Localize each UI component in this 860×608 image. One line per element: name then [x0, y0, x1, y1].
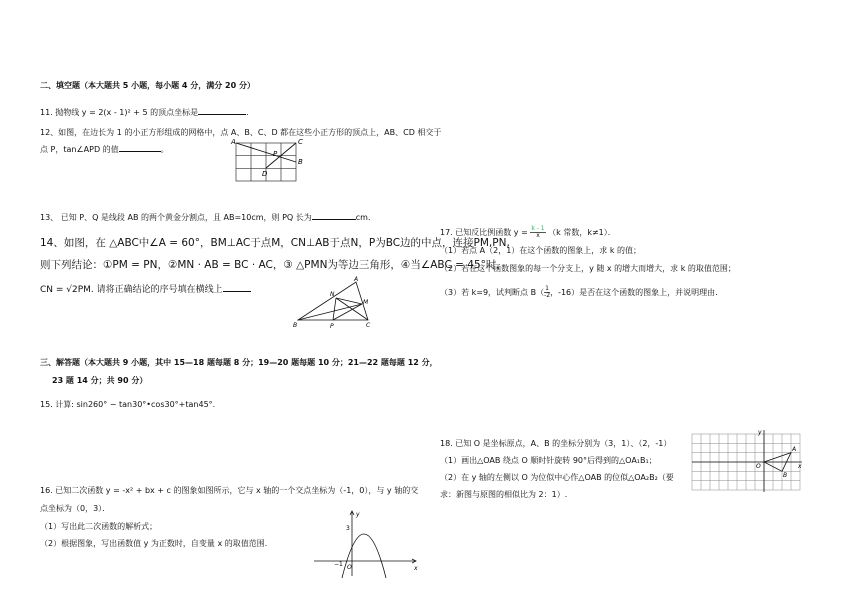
- q17-fraction: [530, 226, 545, 239]
- question-13: [40, 211, 376, 223]
- q18-sub1: （1）画出△OAB 绕点 O 顺时针旋转 90°后得到的△OA₁B₁；: [440, 456, 657, 465]
- label-o: O: [756, 463, 761, 470]
- q17-sub1: （1）若点 A（2，1）在这个函数的图象上，求 k 的值；: [440, 246, 642, 255]
- q14-line1: 14、如图，在 △ABC中∠A = 60°，BM⊥AC于点M，CN⊥AB于点N，P为BC边的中点，连接PM,PN,: [40, 237, 510, 249]
- label-y: y: [758, 429, 762, 436]
- q17-frac-num: k - 1: [531, 225, 545, 232]
- q14-triangle-figure: [290, 276, 376, 330]
- label-a: A: [792, 446, 797, 453]
- label-b: B: [783, 472, 788, 479]
- q11-tail: ．: [246, 108, 255, 117]
- q12-answer-blank: [119, 143, 161, 152]
- q16-sub2: （2）根据图象，写出函数值 y 为正数时，自变量 x 的取值范围.: [40, 539, 268, 548]
- label-c: C: [298, 138, 303, 146]
- q17-frac-den: x: [536, 232, 540, 239]
- question-12-line2: [40, 143, 169, 155]
- section3-heading-line1: 三、解答题（本大题共 9 小题，其中 15—18 题每题 8 分；19—20 题每题 10 分；21—22 题每题 12 分，: [40, 358, 438, 367]
- question-17-lead: [440, 226, 616, 239]
- q12-tail: 。: [160, 145, 169, 154]
- question-17-sub3: [440, 286, 718, 299]
- label-c: C: [366, 322, 371, 329]
- q18-coordinate-grid: [688, 428, 804, 494]
- section2-heading: 二、填空题（本大题共 5 小题，每小题 4 分，满分 20 分）: [40, 81, 255, 90]
- label-3: 3: [346, 525, 350, 532]
- label-neg1: −1: [334, 561, 343, 568]
- label-n: N: [330, 291, 335, 298]
- q15-text: 15. 计算: sin260° − tan30°•cos30°+tan45°.: [40, 400, 216, 409]
- q18-sub2b: 求：新图与原图的相似比为 2：1）.: [440, 490, 568, 499]
- label-y: y: [356, 511, 360, 518]
- q13-answer-blank: [312, 211, 356, 220]
- q16-line2: 点坐标为（0，3）．: [40, 504, 111, 513]
- q14-line3: CN = √2PM. 请将正确结论的序号填在横线上: [40, 285, 223, 295]
- q11-text: 11. 抛物线 y = 2(x - 1)² + 5 的顶点坐标是: [40, 108, 199, 117]
- q17-lead: 17. 已知反比例函数 y =: [440, 228, 528, 237]
- q17-sub3-den: -2: [544, 292, 551, 299]
- parabola-curve: [342, 534, 386, 578]
- label-d: D: [262, 170, 268, 178]
- q14-line2: 则下列结论：①PM = PN，②MN · AB = BC · AC，③ △PMN为等边三角形，④当∠ABC = 45°时，: [40, 259, 507, 271]
- question-11: [40, 106, 254, 118]
- q12-line1: 12、如图，在边长为 1 的小正方形组成的网格中，点 A、B、C、D 都在这些小正方形的顶点上，AB、CD 相交于: [40, 128, 442, 137]
- label-p: P: [273, 150, 278, 158]
- q17-tail: （k 常数，k≠1）．: [548, 228, 616, 237]
- q18-sub2a: （2）在 y 轴的左侧以 O 为位似中心作△OAB 的位似△OA₂B₂（要: [440, 473, 674, 482]
- label-p: P: [330, 323, 334, 330]
- label-o: O: [347, 564, 352, 571]
- q14-answer-blank: [223, 283, 251, 292]
- label-b: B: [298, 158, 303, 166]
- q17-sub3b: ，-16）是否在这个函数的图象上，并说明理由.: [550, 288, 718, 297]
- triangle-abc: [298, 282, 368, 320]
- label-x: x: [798, 463, 802, 470]
- q16-line1: 16. 已知二次函数 y = -x² + bx + c 的图象如图所示，它与 x 轴的一个交点坐标为（-1，0），与 y 轴的交: [40, 486, 419, 495]
- q11-answer-blank: [198, 106, 246, 115]
- section3-heading-line2: 23 题 14 分；共 90 分）: [52, 376, 148, 385]
- q16-parabola-graph: [312, 508, 422, 578]
- q17-sub2: （2）若在这个函数图象的每一个分支上，y 随 x 的增大而增大，求 k 的取值范围；: [440, 264, 736, 273]
- q12-line2: 点 P，tan∠APD 的值: [40, 145, 119, 154]
- q16-sub1: （1）写出此二次函数的解析式；: [40, 522, 158, 531]
- q13-tail: cm．: [355, 213, 376, 222]
- q18-line1: 18. 已知 O 是坐标原点，A、B 的坐标分别为（3，1）、（2，-1）: [440, 439, 672, 448]
- q12-grid-figure: [228, 136, 304, 186]
- segment-bm: [298, 304, 362, 320]
- label-a: A: [231, 138, 236, 146]
- q13-text: 13、 已知 P、Q 是线段 AB 的两个黄金分割点，且 AB=10cm，则 PQ 长为: [40, 213, 312, 222]
- q17-sub3-num: 1: [545, 285, 549, 292]
- question-14-line3: [40, 283, 251, 296]
- label-b: B: [293, 322, 298, 329]
- label-x: x: [414, 565, 418, 572]
- label-a: A: [354, 276, 359, 283]
- q17-sub3a: （3）若 k=9，试判断点 B（: [440, 288, 545, 297]
- label-m: M: [363, 299, 369, 306]
